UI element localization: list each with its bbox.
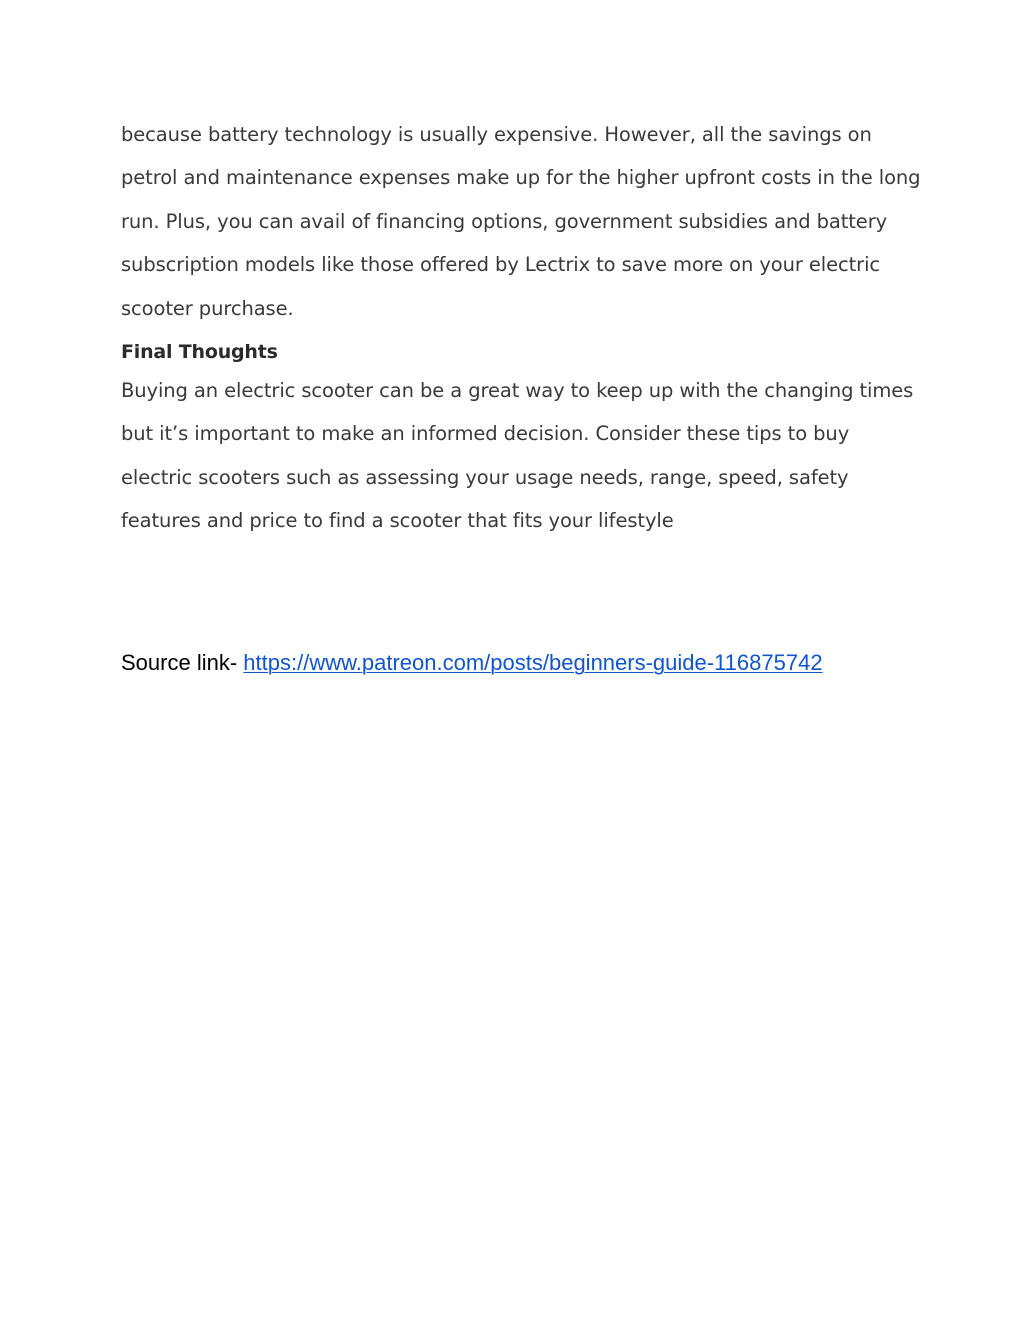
paragraph-final-thoughts: Buying an electric scooter can be a great way to keep up with the changing times but it’s important to make an informed decision. Consider these tips to buy electric scooters such as assessing your usage needs, range, speed, safety features and price to find a scooter that fits your lifestyle xyxy=(121,379,914,533)
document-content xyxy=(121,113,921,543)
source-line xyxy=(121,648,823,678)
section-heading-final-thoughts: Final Thoughts xyxy=(121,341,278,364)
paragraph-battery-cost: because battery technology is usually expensive. However, all the savings on petrol and maintenance expenses make up for the higher upfront costs in the long run. Plus, you can avail of financing options, government subsidies and battery subscription models like those offered by Lectrix to save more on your electric scooter purchase. xyxy=(121,123,921,320)
source-label: Source link- xyxy=(121,650,244,675)
source-link[interactable]: https://www.patreon.com/posts/beginners-guide-116875742 xyxy=(243,650,823,675)
